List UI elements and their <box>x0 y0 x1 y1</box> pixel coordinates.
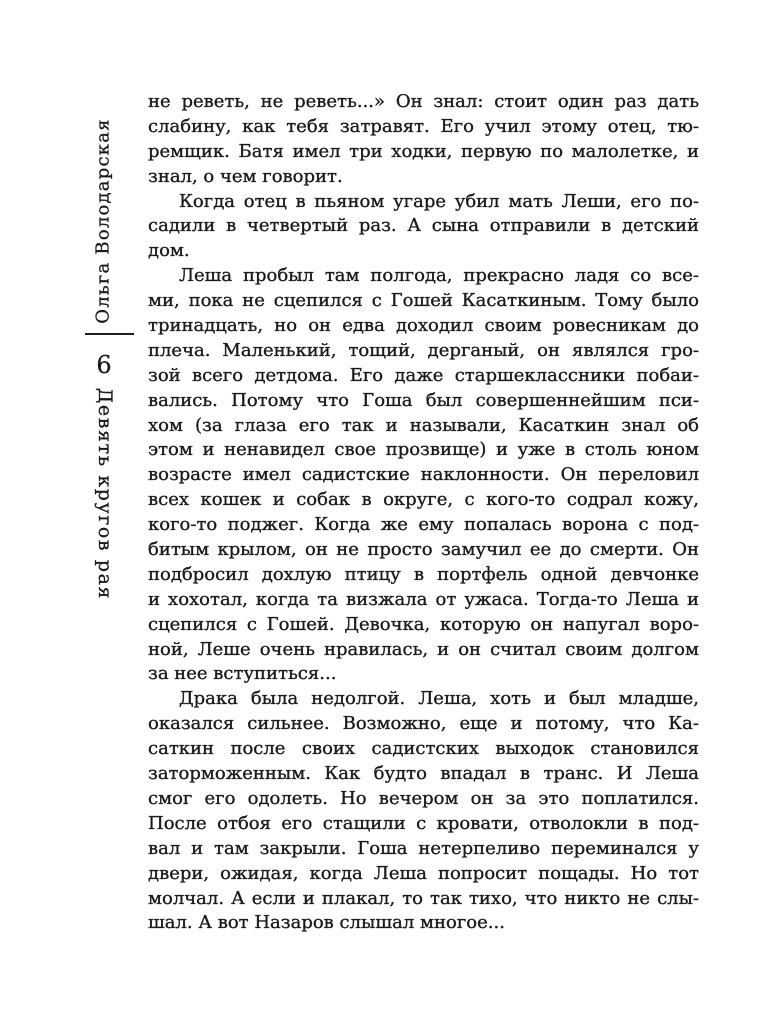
text-line: этом и ненавидел свое прозвище) и уже в столь юном <box>148 439 699 461</box>
text-line: плеча. Маленький, тощий, дерганый, он являлся гро- <box>148 339 699 361</box>
text-line: возрасте имел садистские наклонности. Он переловил <box>148 464 699 486</box>
text-line: двери, ожидая, когда Леша попросит пощады. Но тот <box>148 862 699 884</box>
text-line: садили в четвертый раз. А сына отправили в детский <box>148 215 699 237</box>
text-line: Драка была недолгой. Леша, хоть и был младше, <box>179 688 699 710</box>
text-line: шал. А вот Назаров слышал многое... <box>148 912 505 934</box>
text-line: знал, о чем говорит. <box>148 165 343 187</box>
text-line: за нее вступиться... <box>148 663 337 685</box>
text-line: ми, пока не сцепился с Гошей Касаткиным. Тому было <box>148 290 699 312</box>
text-line: и хохотал, когда та визжала от ужаса. Тогда-то Леша и <box>148 588 699 610</box>
text-line: кого-то поджег. Когда же ему попалась ворона с под- <box>148 514 699 536</box>
text-line: зой всего детдома. Его даже старшеклассники побаи- <box>148 364 699 386</box>
text-line: тринадцать, но он едва доходил своим ровесникам до <box>148 315 699 337</box>
text-line: ремщик. Батя имел три ходки, первую по малолетке, и <box>148 140 699 162</box>
text-line: молчал. А если и плакал, то так тихо, что никто не слы- <box>148 887 699 909</box>
text-line: слабину, как тебя затравят. Его учил этому отец, тю- <box>148 115 699 137</box>
text-line: всех кошек и собак в округе, с кого-то содрал кожу, <box>148 489 699 511</box>
text-line: дом. <box>148 240 190 262</box>
text-line: не реветь, не реветь...» Он знал: стоит один раз дать <box>148 91 699 112</box>
text-line: вались. Потому что Гоша был совершеннейшим пси- <box>148 389 699 411</box>
text-line: подбросил дохлую птицу в портфель одной девчонке <box>148 563 699 585</box>
sidebar-book-title: Девять кругов рая <box>94 387 116 601</box>
text-line: битым крылом, он не просто замучил ее до смерти. Он <box>148 539 699 561</box>
text-line: вал и там закрыли. Гоша нетерпеливо переминался у <box>148 837 699 859</box>
body-text <box>148 90 699 936</box>
text-line: заторможенным. Как будто впадал в транс. И Леша <box>148 763 699 785</box>
text-line: оказался сильнее. Возможно, еще и потому, что Ка- <box>148 713 699 735</box>
text-line: сцепился с Гошей. Девочка, которую он напугал воро- <box>148 613 699 635</box>
text-line: смог его одолеть. Но вечером он за это поплатился. <box>148 787 699 809</box>
text-line: Когда отец в пьяном угаре убил мать Леши, его по- <box>179 190 699 212</box>
sidebar-divider <box>85 333 134 335</box>
page-number: 6 <box>96 351 112 379</box>
text-line: ной, Леше очень нравилась, и он считал своим долгом <box>148 638 699 660</box>
text-line: саткин после своих садистских выходок становился <box>148 738 699 760</box>
text-line: хом (за глаза его так и называли, Касаткин знал об <box>148 414 699 436</box>
sidebar-author-name: Ольга Володарская <box>92 118 114 324</box>
text-line: После отбоя его стащили с кровати, отволокли в под- <box>148 812 699 834</box>
text-line: Леша пробыл там полгода, прекрасно ладя со все- <box>179 265 699 287</box>
